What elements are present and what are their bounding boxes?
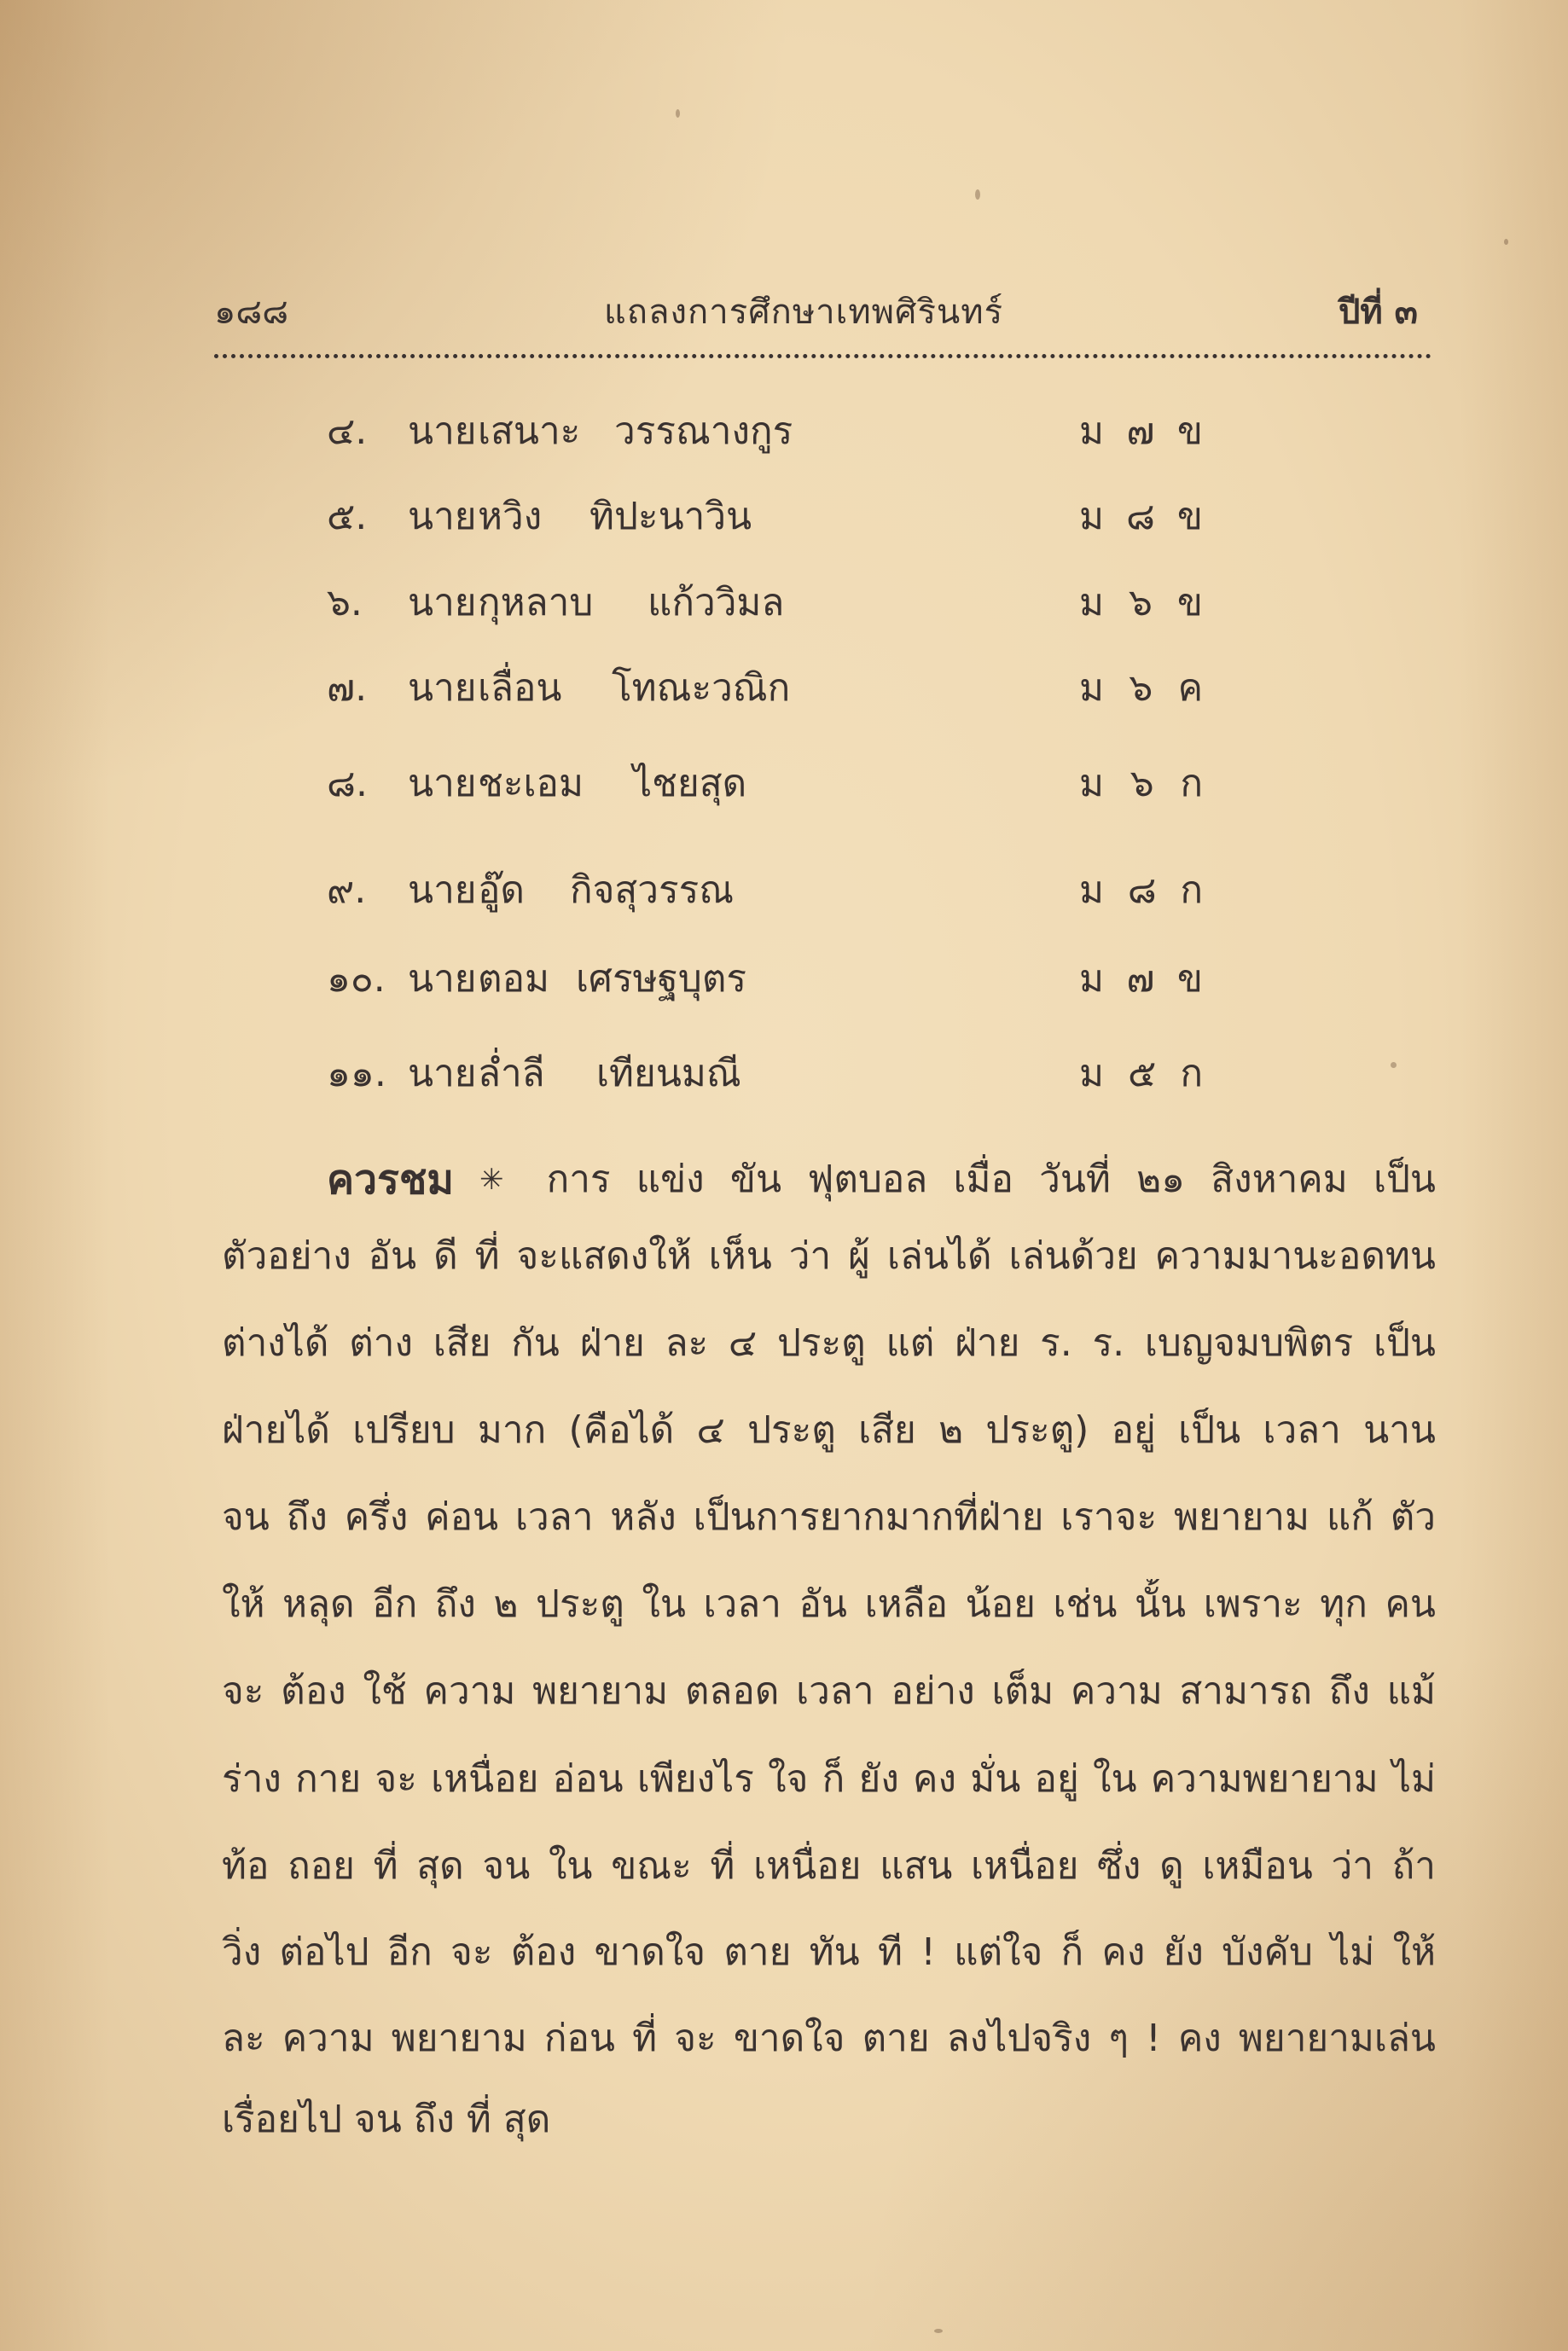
name-title: นาย (408, 666, 477, 710)
page-number: ๑๘๘ (214, 293, 289, 332)
last-name: เศรษฐบุตร (576, 957, 747, 1001)
paragraph-line: วิ่ง ต่อไป อีก จะ ต้อง ขาดใจ ตาย ทัน ที ! แต่ใจ ก็ คง ยัง บังคับ ไม่ ให้ (222, 1930, 1436, 1974)
name-title: นาย (408, 409, 477, 453)
paragraph-line: ท้อ ถอย ที่ สุด จน ใน ขณะ ที่ เหนื่อย แสน เหนื่อย ซึ่ง ดู เหมือน ว่า ถ้า (222, 1844, 1436, 1888)
class-code: ม ๕ ก (1079, 1052, 1203, 1095)
list-item (0, 865, 1568, 916)
item-number: ๖. (327, 581, 363, 624)
last-name: ไชยสุด (633, 762, 747, 805)
list-item (0, 406, 1568, 457)
list-item (0, 758, 1568, 810)
first-name: เสนาะ (478, 409, 581, 453)
class-code: ม ๗ ข (1079, 957, 1203, 1001)
section-heading: ควรชม (327, 1156, 455, 1204)
paragraph-line (327, 1154, 1436, 1205)
last-name: กิจสุวรรณ (570, 868, 735, 912)
first-name: เลื่อน (478, 666, 562, 710)
name-title: นาย (408, 762, 477, 805)
class-code: ม ๘ ข (1079, 495, 1203, 538)
item-number: ๘. (327, 762, 368, 805)
name-title: นาย (408, 1052, 477, 1095)
first-name: ล่ำลี (478, 1052, 545, 1095)
paragraph-line: ต่างได้ ต่าง เสีย กัน ฝ่าย ละ ๔ ประตู แต่ ฝ่าย ร. ร. เบญจมบพิตร เป็น (222, 1321, 1436, 1365)
paper-speck (975, 189, 980, 200)
list-item (0, 1048, 1568, 1100)
class-code: ม ๘ ก (1079, 868, 1203, 912)
item-number: ๑๐. (327, 957, 386, 1001)
last-name: แก้ววิมล (648, 581, 785, 624)
item-number: ๙. (327, 868, 367, 912)
last-name: ทิปะนาวิน (589, 495, 752, 538)
first-name: กุหลาบ (478, 581, 594, 624)
name-title: นาย (408, 495, 477, 538)
first-name: ตอม (478, 957, 550, 1001)
name-title: นาย (408, 957, 477, 1001)
item-number: ๗. (327, 666, 368, 710)
item-number: ๔. (327, 409, 368, 453)
last-name: โทณะวณิก (612, 666, 791, 710)
paragraph-line: จน ถึง ครึ่ง ค่อน เวลา หลัง เป็นการยากมากที่ฝ่าย เราจะ พยายาม แก้ ตัว (222, 1495, 1436, 1539)
paragraph-line: ละ ความ พยายาม ก่อน ที่ จะ ขาดใจ ตาย ลงไปจริง ๆ ! คง พยายามเล่น (222, 2017, 1436, 2060)
first-name: ชะเอม (478, 762, 584, 805)
last-name: วรรณางกูร (614, 409, 793, 453)
item-number: ๕. (327, 495, 368, 538)
paper-speck (934, 2329, 943, 2333)
paragraph-line: เรื่อยไป จน ถึง ที่ สุด (222, 2098, 551, 2141)
publication-title: แถลงการศึกษาเทพศิรินทร์ (604, 293, 1004, 332)
paper-speck (676, 109, 680, 118)
paragraph-line: ฝ่ายได้ เปรียบ มาก (คือได้ ๔ ประตู เสีย ๒ ประตู) อยู่ เป็น เวลา นาน (222, 1408, 1436, 1452)
first-name: อู๊ด (478, 868, 525, 912)
list-item (0, 491, 1568, 543)
paragraph-line: ให้ หลุด อีก ถึง ๒ ประตู ใน เวลา อัน เหลือ น้อย เช่น นั้น เพราะ ทุก คน (222, 1582, 1436, 1626)
last-name: เทียนมณี (596, 1052, 741, 1095)
name-title: นาย (408, 868, 477, 912)
paragraph-text: การ แข่ง ขัน ฟุตบอล เมื่อ วันที่ ๒๑ สิงหาคม เป็น (546, 1158, 1436, 1201)
list-item (0, 663, 1568, 714)
volume-number: ปีที่ ๓ (1339, 293, 1419, 332)
list-item (0, 578, 1568, 629)
class-code: ม ๗ ข (1079, 409, 1203, 453)
paragraph-line: ตัวอย่าง อัน ดี ที่ จะแสดงให้ เห็น ว่า ผู้ เล่นได้ เล่นด้วย ความมานะอดทน (222, 1234, 1436, 1278)
first-name: หวิง (478, 495, 543, 538)
name-title: นาย (408, 581, 477, 624)
class-code: ม ๖ ค (1079, 666, 1203, 710)
paper-speck (1504, 239, 1508, 245)
header-divider (214, 354, 1432, 358)
class-code: ม ๖ ข (1079, 581, 1203, 624)
paragraph-line: จะ ต้อง ใช้ ความ พยายาม ตลอด เวลา อย่าง เต็ม ความ สามารถ ถึง แม้ (222, 1669, 1436, 1713)
item-number: ๑๑. (327, 1052, 386, 1095)
asterisk-mark: ✳ (479, 1163, 504, 1197)
paragraph-line: ร่าง กาย จะ เหนื่อย อ่อน เพียงไร ใจ ก็ ยัง คง มั่น อยู่ ใน ความพยายาม ไม่ (222, 1757, 1436, 1801)
list-item (0, 954, 1568, 1005)
class-code: ม ๖ ก (1079, 762, 1203, 805)
